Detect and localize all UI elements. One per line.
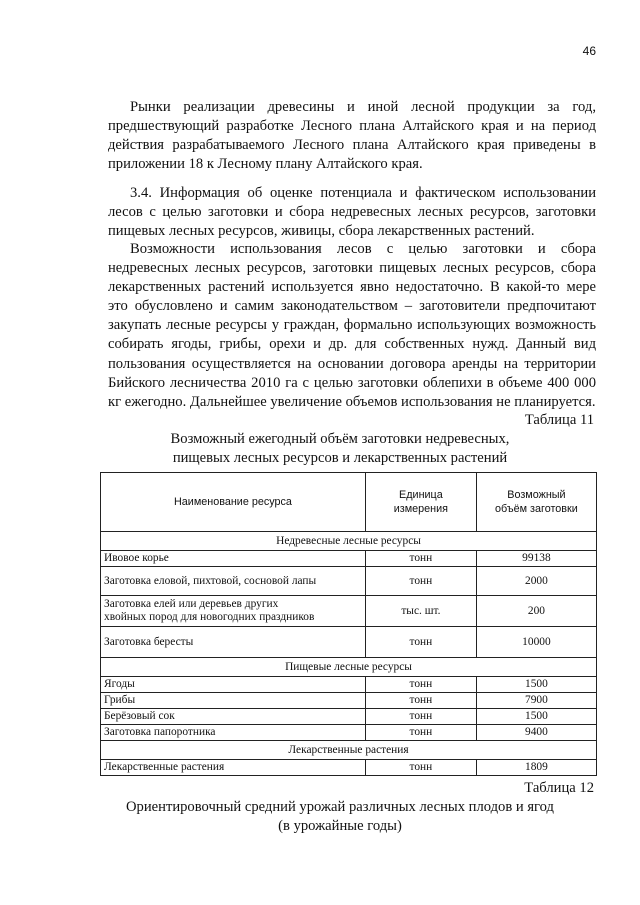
row-name: Заготовка папоротника <box>101 725 366 741</box>
row-name: Ягоды <box>101 677 366 693</box>
table-row <box>101 567 597 596</box>
row-name: Ивовое корье <box>101 551 366 567</box>
row-name <box>101 596 366 627</box>
table-12-title <box>90 798 590 835</box>
row-name: Грибы <box>101 693 366 709</box>
row-value: 1500 <box>476 709 596 725</box>
table-12-label: Таблица 12 <box>524 780 594 796</box>
row-name: Лекарственные растения <box>101 760 366 776</box>
row-unit: тонн <box>365 693 476 709</box>
row-unit: тонн <box>365 551 476 567</box>
row-value: 1809 <box>476 760 596 776</box>
row-unit: тонн <box>365 677 476 693</box>
header-resource-name: Наименование ресурса <box>101 473 366 532</box>
resources-table <box>100 472 597 776</box>
header-volume-line2: объём заготовки <box>495 503 578 515</box>
table-11-title-line1: Возможный ежегодный объём заготовки недревесных, <box>170 431 510 447</box>
table-row <box>101 725 597 741</box>
header-unit-line1: Единица <box>399 489 443 501</box>
table-12-title-line1: Ориентировочный средний урожай различных лесных плодов и ягод <box>126 799 554 815</box>
header-volume <box>476 473 596 532</box>
row-name: Заготовка еловой, пихтовой, сосновой лапы <box>101 567 366 596</box>
page-number: 46 <box>582 44 596 58</box>
section-row-medicinal <box>101 741 597 760</box>
paragraph-markets: Рынки реализации древесины и иной лесной продукции за год, предшествующий разработке Лесного плана Алтайского края и на период действия разрабатываемого Лесного плана Алтайского края приведены в приложении 18 к Лесному плану Алтайского края. <box>108 99 596 173</box>
row-value: 10000 <box>476 627 596 658</box>
row-unit: тыс. шт. <box>365 596 476 627</box>
section-food: Пищевые лесные ресурсы <box>101 658 597 677</box>
table-header-row <box>101 473 597 532</box>
row-value: 99138 <box>476 551 596 567</box>
row-unit: тонн <box>365 567 476 596</box>
row-unit: тонн <box>365 709 476 725</box>
table-12-title-line2: (в урожайные годы) <box>278 817 402 834</box>
row-name-line2: хвойных пород для новогодних праздников <box>104 611 315 623</box>
table-row <box>101 627 597 658</box>
table-11-title <box>90 430 590 467</box>
table-11-title-line2: пищевых лесных ресурсов и лекарственных растений <box>172 449 508 466</box>
table-row <box>101 551 597 567</box>
header-unit-line2: измерения <box>393 503 449 515</box>
header-volume-line1: Возможный <box>507 489 566 501</box>
row-value: 9400 <box>476 725 596 741</box>
row-value: 2000 <box>476 567 596 596</box>
row-name: Заготовка бересты <box>101 627 366 658</box>
table-row <box>101 709 597 725</box>
row-value: 1500 <box>476 677 596 693</box>
table-row <box>101 760 597 776</box>
table-row <box>101 677 597 693</box>
table-row <box>101 596 597 627</box>
table-11-label: Таблица 11 <box>524 412 594 428</box>
row-unit: тонн <box>365 725 476 741</box>
section-nonwood: Недревесные лесные ресурсы <box>101 532 597 551</box>
section-row-nonwood <box>101 532 597 551</box>
row-name-line1: Заготовка елей или деревьев других <box>104 598 279 610</box>
row-name: Берёзовый сок <box>101 709 366 725</box>
paragraph-section-3-4: 3.4. Информация об оценке потенциала и фактическом использовании лесов с целью заготовки и сбора недревесных лесных ресурсов, заготовки пищевых лесных ресурсов, живицы, сбора лекарственных растений. <box>108 185 596 240</box>
table-row <box>101 693 597 709</box>
row-value: 200 <box>476 596 596 627</box>
section-row-food <box>101 658 597 677</box>
row-unit: тонн <box>365 627 476 658</box>
header-unit <box>365 473 476 532</box>
row-unit: тонн <box>365 760 476 776</box>
paragraph-possibilities: Возможности использования лесов с целью заготовки и сбора недревесных лесных ресурсов, заготовки пищевых лесных ресурсов, сбора лекарственных растений используется явно недостаточно. В какой-то мере это обусловлено и самим законодательством – заготовители предпочитают закупать лесные ресурсы у граждан, формально использующих возможность собирать ягоды, грибы, орехи и др. для собственных нужд. Данный вид пользования осуществляется на основании договора аренды на территории Бийского лесничества 2010 га с целью заготовки облепихи в объеме 400 000 кг ежегодно. Дальнейшее увеличение объемов использования не планируется. <box>108 241 596 410</box>
section-medicinal: Лекарственные растения <box>101 741 597 760</box>
row-value: 7900 <box>476 693 596 709</box>
